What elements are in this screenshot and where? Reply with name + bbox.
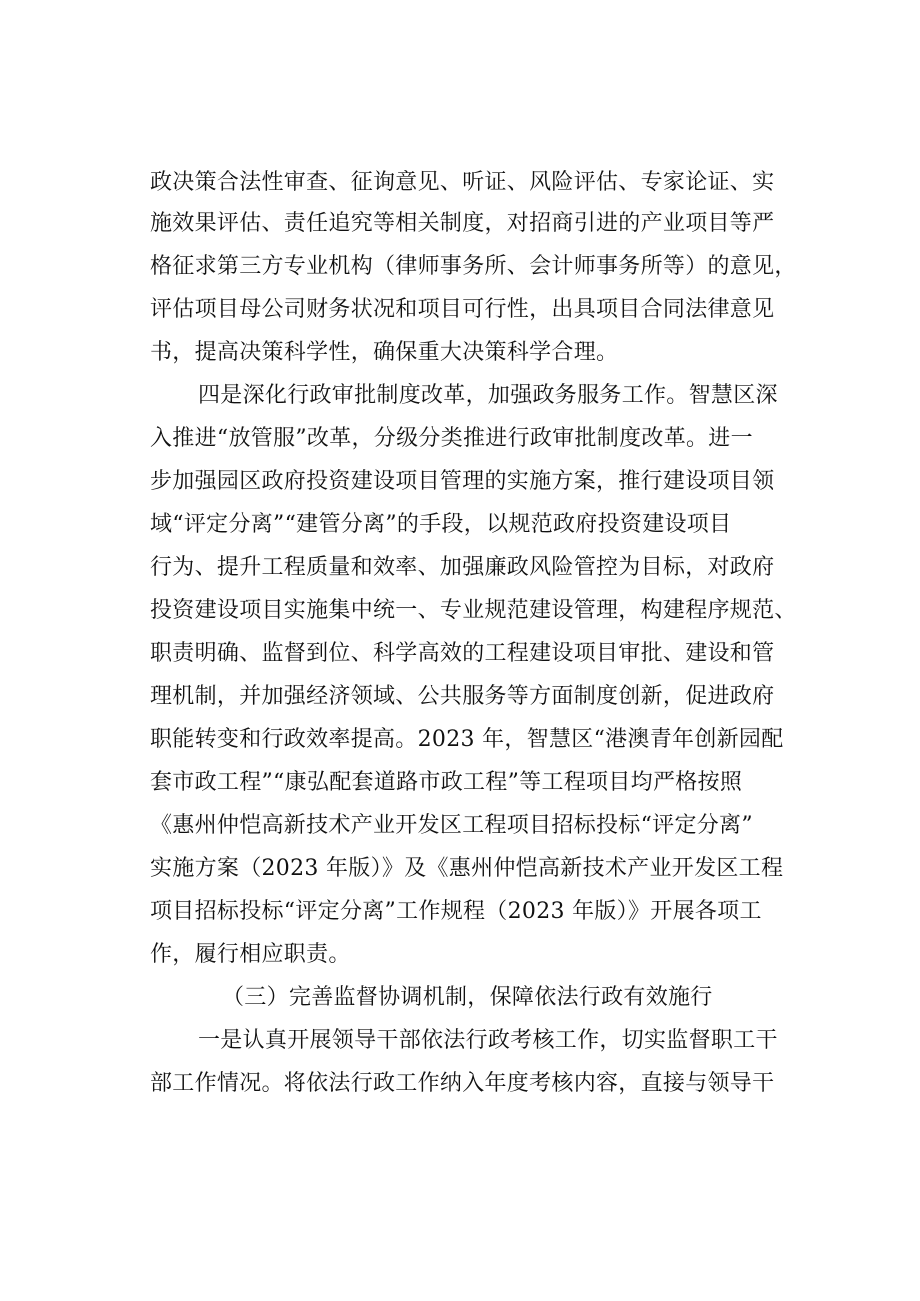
- text-line: 评估项目母公司财务状况和项目可行性，出具项目合同法律意见: [150, 297, 775, 322]
- text-line: 步加强园区政府投资建设项目管理的实施方案，推行建设项目领: [150, 469, 775, 494]
- section-heading: （三）完善监督协调机制，保障依法行政有效施行: [222, 985, 713, 1010]
- text-line: 格征求第三方专业机构（律师事务所、会计师事务所等）的意见，: [150, 254, 797, 279]
- text-line: 政决策合法性审查、征询意见、听证、风险评估、专家论证、实: [150, 170, 775, 195]
- text-line: 行为、提升工程质量和效率、加强廉政风险管控为目标，对政府: [150, 555, 775, 580]
- text-line: 部工作情况。将依法行政工作纳入年度考核内容，直接与领导干: [150, 1071, 775, 1096]
- text-line: 实施方案（2023 年版）》及《惠州仲恺高新技术产业开发区工程: [150, 856, 784, 881]
- text-line: 入推进“放管服”改革，分级分类推进行政审批制度改革。进一: [150, 426, 753, 451]
- text-line: 作，履行相应职责。: [150, 942, 351, 967]
- text-line: 职能转变和行政效率提高。2023 年，智慧区“港澳青年创新园配: [150, 727, 784, 752]
- text-line: 项目招标投标“评定分离”工作规程（2023 年版）》开展各项工: [150, 899, 762, 924]
- text-line: 投资建设项目实施集中统一、专业规范建设管理，构建程序规范、: [150, 598, 797, 623]
- text-line: 套市政工程”“康弘配套道路市政工程”等工程项目均严格按照: [150, 770, 743, 795]
- text-line: 施效果评估、责任追究等相关制度，对招商引进的产业项目等严: [150, 211, 775, 236]
- paragraph-first-line: 一是认真开展领导干部依法行政考核工作，切实监督职工干: [198, 1028, 778, 1053]
- text-line: 书，提高决策科学性，确保重大决策科学合理。: [150, 340, 619, 365]
- text-line: 域“评定分离”“建管分离”的手段，以规范政府投资建设项目: [150, 512, 732, 537]
- text-line: 职责明确、监督到位、科学高效的工程建设项目审批、建设和管: [150, 641, 775, 666]
- text-line: 《惠州仲恺高新技术产业开发区工程项目招标投标“评定分离”: [150, 813, 753, 838]
- text-line: 理机制，并加强经济领域、公共服务等方面制度创新，促进政府: [150, 684, 775, 709]
- paragraph-first-line: 四是深化行政审批制度改革，加强政务服务工作。智慧区深: [198, 383, 778, 408]
